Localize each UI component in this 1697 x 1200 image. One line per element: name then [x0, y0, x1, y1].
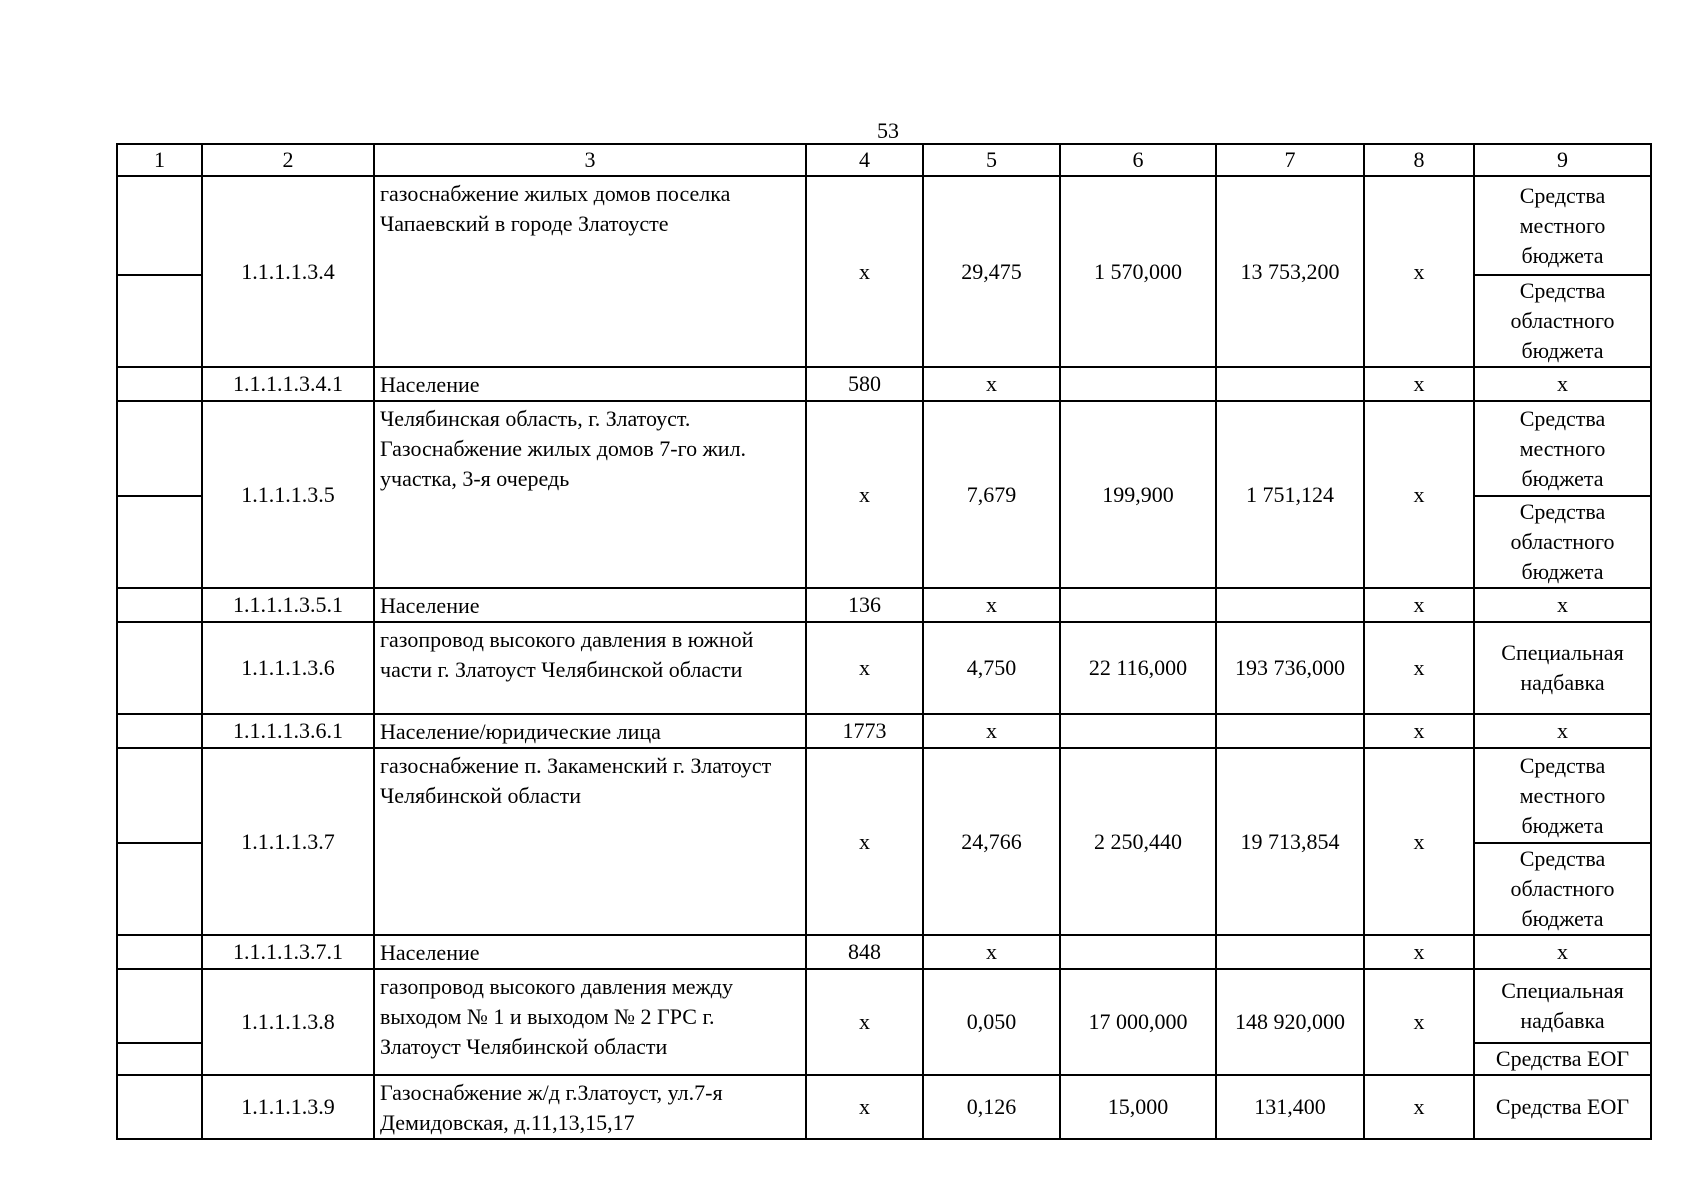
- col8-cell: х: [1364, 588, 1474, 622]
- name-cell: Газоснабжение ж/д г.Златоуст, ул.7-я Демидовская, д.11,13,15,17: [374, 1075, 806, 1139]
- col4-cell: х: [806, 176, 923, 367]
- code-cell: 1.1.1.1.3.7.1: [202, 935, 374, 969]
- index-cell: [117, 1075, 202, 1139]
- col8-cell: х: [1364, 748, 1474, 935]
- col4-cell: 848: [806, 935, 923, 969]
- col7-cell: 19 713,854: [1216, 748, 1364, 935]
- col4-cell: х: [806, 1075, 923, 1139]
- name-cell: газоснабжение жилых домов поселка Чапаевский в городе Златоусте: [374, 176, 806, 367]
- index-cell: [117, 714, 202, 748]
- index-cell: [117, 1043, 202, 1075]
- funding-source-cell: Средства местного бюджета: [1474, 401, 1651, 496]
- funding-source-cell: Специальная надбавка: [1474, 622, 1651, 714]
- col6-cell: 22 116,000: [1060, 622, 1216, 714]
- col8-cell: х: [1364, 176, 1474, 367]
- col8-cell: х: [1364, 367, 1474, 401]
- index-cell: [117, 748, 202, 843]
- col5-cell: 24,766: [923, 748, 1060, 935]
- col7-cell: 131,400: [1216, 1075, 1364, 1139]
- table-row: [117, 935, 1651, 969]
- index-cell: [117, 843, 202, 935]
- header-cell: 8: [1364, 144, 1474, 176]
- header-cell: 2: [202, 144, 374, 176]
- code-cell: 1.1.1.1.3.6.1: [202, 714, 374, 748]
- col4-cell: 1773: [806, 714, 923, 748]
- name-cell: Население: [374, 588, 806, 622]
- col8-cell: х: [1364, 401, 1474, 588]
- col5-cell: х: [923, 714, 1060, 748]
- col5-cell: х: [923, 367, 1060, 401]
- col9-cell: х: [1474, 935, 1651, 969]
- code-cell: 1.1.1.1.3.4.1: [202, 367, 374, 401]
- col6-cell: [1060, 714, 1216, 748]
- col7-cell: 1 751,124: [1216, 401, 1364, 588]
- funding-source-cell: Средства областного бюджета: [1474, 275, 1651, 367]
- col5-cell: х: [923, 935, 1060, 969]
- code-cell: 1.1.1.1.3.4: [202, 176, 374, 367]
- table-row: [117, 1075, 1651, 1139]
- funding-source-cell: Средства областного бюджета: [1474, 496, 1651, 588]
- index-cell: [117, 176, 202, 275]
- col8-cell: х: [1364, 969, 1474, 1075]
- header-row: [117, 144, 1651, 176]
- index-cell: [117, 275, 202, 367]
- col8-cell: х: [1364, 714, 1474, 748]
- code-cell: 1.1.1.1.3.8: [202, 969, 374, 1075]
- col7-cell: 13 753,200: [1216, 176, 1364, 367]
- funding-source-cell: Средства местного бюджета: [1474, 748, 1651, 843]
- name-cell: Население: [374, 935, 806, 969]
- col4-cell: 136: [806, 588, 923, 622]
- col9-cell: х: [1474, 714, 1651, 748]
- col4-cell: х: [806, 622, 923, 714]
- col8-cell: х: [1364, 622, 1474, 714]
- col7-cell: [1216, 588, 1364, 622]
- funding-source-cell: Специальная надбавка: [1474, 969, 1651, 1043]
- index-cell: [117, 367, 202, 401]
- col6-cell: 2 250,440: [1060, 748, 1216, 935]
- index-cell: [117, 622, 202, 714]
- col5-cell: 7,679: [923, 401, 1060, 588]
- col5-cell: 0,126: [923, 1075, 1060, 1139]
- index-cell: [117, 935, 202, 969]
- col6-cell: [1060, 935, 1216, 969]
- index-cell: [117, 969, 202, 1043]
- index-cell: [117, 496, 202, 588]
- funding-source-cell: Средства местного бюджета: [1474, 176, 1651, 275]
- col6-cell: 17 000,000: [1060, 969, 1216, 1075]
- table-row: [117, 969, 1651, 1043]
- name-cell: Население/юридические лица: [374, 714, 806, 748]
- col7-cell: 193 736,000: [1216, 622, 1364, 714]
- col5-cell: 29,475: [923, 176, 1060, 367]
- table-row: [117, 714, 1651, 748]
- funding-source-cell: Средства ЕОГ: [1474, 1043, 1651, 1075]
- col6-cell: 199,900: [1060, 401, 1216, 588]
- col4-cell: х: [806, 748, 923, 935]
- table-row: [117, 367, 1651, 401]
- col4-cell: х: [806, 401, 923, 588]
- col5-cell: х: [923, 588, 1060, 622]
- code-cell: 1.1.1.1.3.9: [202, 1075, 374, 1139]
- table-row: [117, 748, 1651, 843]
- header-cell: 6: [1060, 144, 1216, 176]
- page-number: 53: [877, 118, 899, 143]
- table-row: [117, 401, 1651, 496]
- col7-cell: [1216, 367, 1364, 401]
- name-cell: Население: [374, 367, 806, 401]
- col4-cell: 580: [806, 367, 923, 401]
- index-cell: [117, 588, 202, 622]
- col6-cell: [1060, 367, 1216, 401]
- name-cell: газопровод высокого давления в южной части г. Златоуст Челябинской области: [374, 622, 806, 714]
- header-cell: 4: [806, 144, 923, 176]
- table-row: [117, 622, 1651, 714]
- name-cell: газопровод высокого давления между выходом № 1 и выходом № 2 ГРС г. Златоуст Челябинской области: [374, 969, 806, 1075]
- col7-cell: [1216, 714, 1364, 748]
- col7-cell: [1216, 935, 1364, 969]
- code-cell: 1.1.1.1.3.5: [202, 401, 374, 588]
- code-cell: 1.1.1.1.3.7: [202, 748, 374, 935]
- col7-cell: 148 920,000: [1216, 969, 1364, 1075]
- funding-source-cell: Средства ЕОГ: [1474, 1075, 1651, 1139]
- data-table: [116, 143, 1652, 1140]
- col5-cell: 0,050: [923, 969, 1060, 1075]
- table-row: [117, 176, 1651, 275]
- index-cell: [117, 401, 202, 496]
- table-row: [117, 588, 1651, 622]
- header-cell: 7: [1216, 144, 1364, 176]
- header-cell: 9: [1474, 144, 1651, 176]
- col9-cell: х: [1474, 367, 1651, 401]
- code-cell: 1.1.1.1.3.6: [202, 622, 374, 714]
- col6-cell: 15,000: [1060, 1075, 1216, 1139]
- col4-cell: х: [806, 969, 923, 1075]
- code-cell: 1.1.1.1.3.5.1: [202, 588, 374, 622]
- header-cell: 3: [374, 144, 806, 176]
- funding-source-cell: Средства областного бюджета: [1474, 843, 1651, 935]
- col9-cell: х: [1474, 588, 1651, 622]
- col6-cell: 1 570,000: [1060, 176, 1216, 367]
- col8-cell: х: [1364, 935, 1474, 969]
- header-cell: 1: [117, 144, 202, 176]
- col8-cell: х: [1364, 1075, 1474, 1139]
- header-cell: 5: [923, 144, 1060, 176]
- col6-cell: [1060, 588, 1216, 622]
- name-cell: газоснабжение п. Закаменский г. Златоуст Челябинской области: [374, 748, 806, 935]
- col5-cell: 4,750: [923, 622, 1060, 714]
- name-cell: Челябинская область, г. Златоуст. Газоснабжение жилых домов 7-го жил. участка, 3-я очередь: [374, 401, 806, 588]
